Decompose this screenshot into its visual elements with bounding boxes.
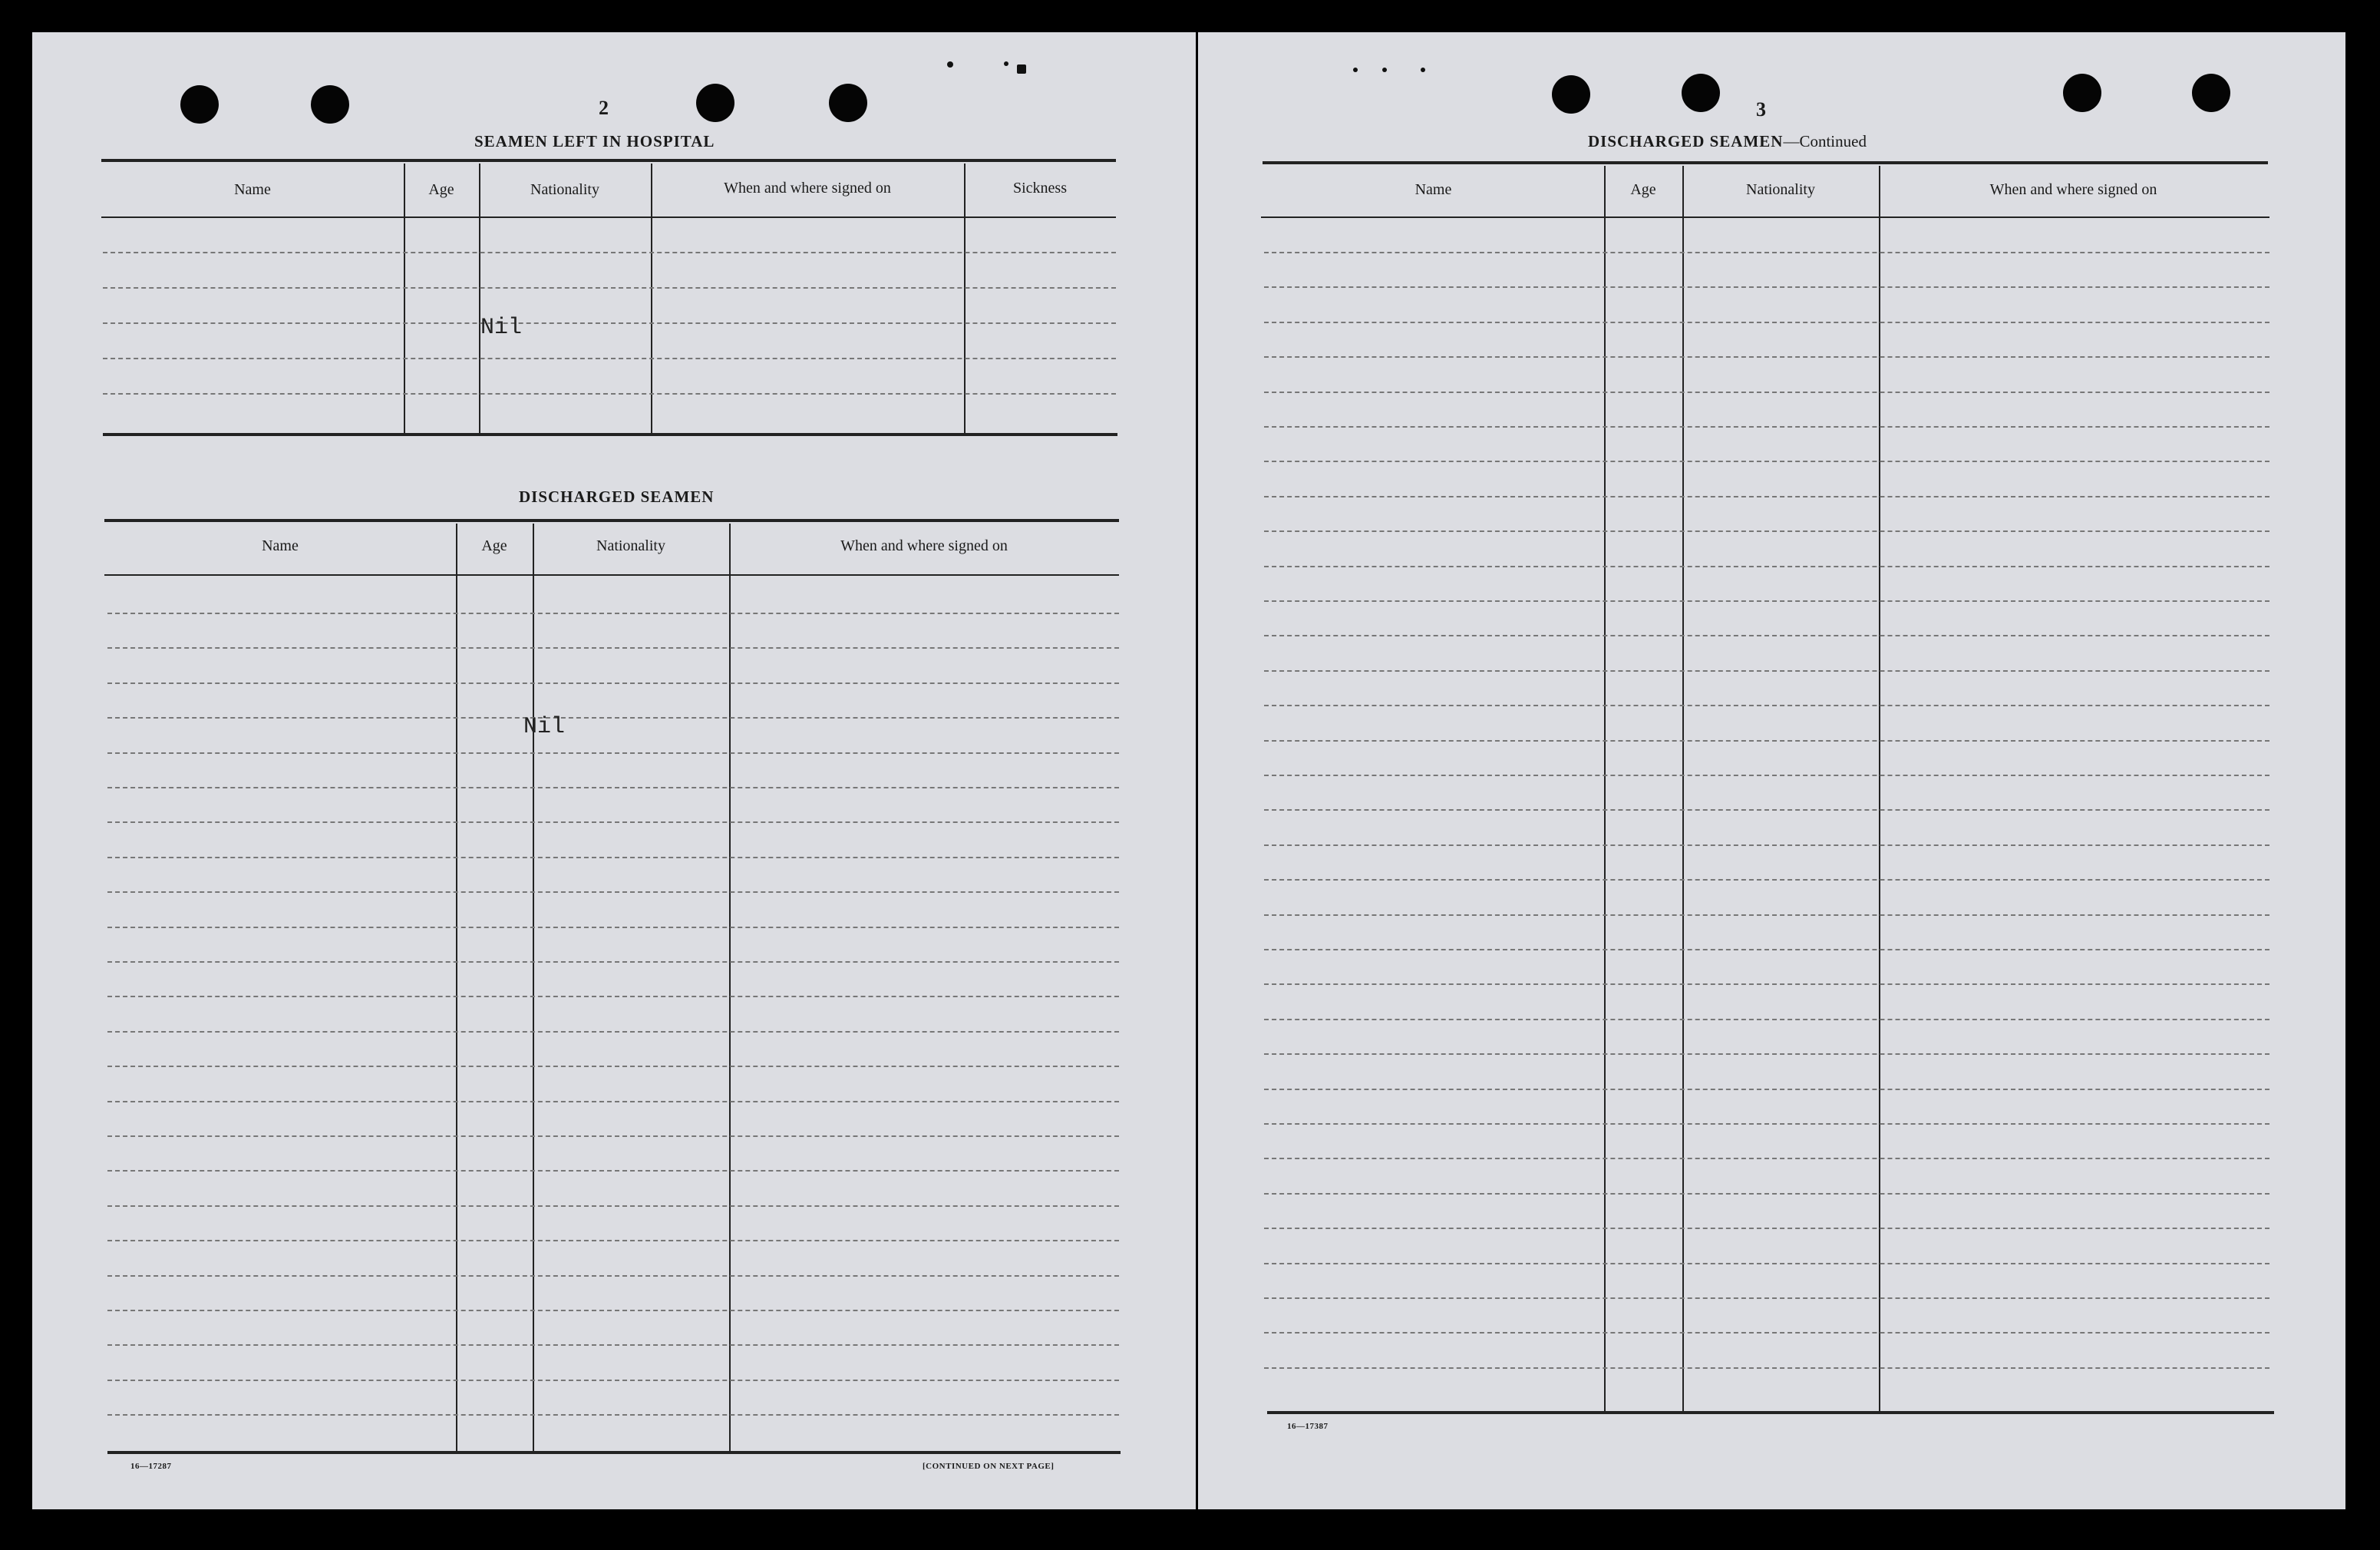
- punch-hole: [696, 84, 734, 122]
- right-bottom-rule: [1267, 1411, 2274, 1414]
- row-line: [1264, 1332, 2269, 1334]
- row-line: [107, 787, 1119, 788]
- discharged-header-age: Age: [481, 537, 507, 554]
- punch-hole: [2063, 74, 2101, 112]
- row-line: [1264, 530, 2269, 532]
- row-line: [107, 682, 1119, 684]
- row-line: [1264, 879, 2269, 881]
- right-header-age: Age: [1630, 181, 1656, 198]
- punch-hole: [1682, 74, 1720, 112]
- discharged-header-name: Name: [262, 537, 299, 554]
- row-line: [1264, 705, 2269, 706]
- hospital-row-line: [103, 322, 1116, 324]
- row-line: [107, 1240, 1119, 1241]
- continued-note: [CONTINUED ON NEXT PAGE]: [923, 1462, 1055, 1471]
- hospital-header-sickness: Sickness: [1013, 180, 1067, 197]
- row-line: [1264, 1019, 2269, 1020]
- row-line: [1264, 496, 2269, 497]
- discharged-top-rule: [104, 519, 1119, 522]
- hospital-nil-entry: Nil: [480, 315, 523, 341]
- row-line: [107, 927, 1119, 928]
- speck: [1353, 68, 1358, 72]
- row-line: [107, 1414, 1119, 1416]
- row-line: [1264, 1123, 2269, 1125]
- form-number: 16—17387: [1287, 1422, 1329, 1431]
- row-line: [1264, 635, 2269, 636]
- hospital-header-name: Name: [234, 181, 271, 198]
- hospital-row-line: [103, 252, 1116, 253]
- hospital-header-nationality: Nationality: [530, 181, 599, 198]
- row-line: [107, 1380, 1119, 1381]
- row-line: [107, 1170, 1119, 1172]
- speck: [1004, 61, 1008, 66]
- row-line: [107, 613, 1119, 614]
- hospital-row-line: [103, 358, 1116, 359]
- row-line: [1264, 1158, 2269, 1159]
- right-header-nationality: Nationality: [1746, 181, 1815, 198]
- speck: [1017, 64, 1026, 74]
- row-line: [107, 1031, 1119, 1033]
- row-line: [1264, 600, 2269, 602]
- form-number: 16—17287: [130, 1462, 172, 1471]
- right-header-signed-on: When and where signed on: [1989, 181, 2157, 198]
- row-line: [1264, 286, 2269, 288]
- hospital-header-age: Age: [428, 181, 454, 198]
- row-line: [107, 1135, 1119, 1137]
- punch-hole: [311, 85, 349, 124]
- row-line: [1264, 844, 2269, 846]
- right-header-name: Name: [1414, 181, 1452, 198]
- row-line: [1264, 809, 2269, 811]
- row-line: [1264, 322, 2269, 323]
- row-line: [1264, 461, 2269, 462]
- row-line: [1264, 252, 2269, 253]
- row-line: [107, 717, 1119, 719]
- hospital-row-line: [103, 287, 1116, 289]
- hospital-row-line: [103, 393, 1116, 395]
- row-line: [107, 1344, 1119, 1346]
- hospital-bottom-rule: [103, 433, 1117, 436]
- row-line: [107, 1205, 1119, 1207]
- row-line: [107, 857, 1119, 858]
- discharged-col-divider: [533, 524, 534, 1451]
- row-line: [1264, 740, 2269, 742]
- row-line: [1264, 1228, 2269, 1229]
- page-number: 2: [599, 97, 609, 119]
- row-line: [1264, 949, 2269, 950]
- row-line: [1264, 775, 2269, 776]
- row-line: [107, 1066, 1119, 1067]
- row-line: [1264, 1297, 2269, 1299]
- discharged-nil-entry: Nil: [523, 714, 566, 740]
- left-page: [32, 32, 1196, 1509]
- row-line: [107, 891, 1119, 893]
- hospital-section-title: SEAMEN LEFT IN HOSPITAL: [474, 132, 715, 150]
- row-line: [107, 1275, 1119, 1277]
- row-line: [1264, 566, 2269, 567]
- right-header-rule: [1261, 216, 2269, 218]
- speck: [1421, 68, 1425, 72]
- punch-hole: [1552, 75, 1590, 114]
- row-line: [1264, 1089, 2269, 1090]
- row-line: [107, 821, 1119, 823]
- discharged-header-nationality: Nationality: [596, 537, 665, 554]
- right-col-divider: [1879, 166, 1880, 1411]
- discharged-bottom-rule: [107, 1451, 1121, 1454]
- row-line: [107, 1101, 1119, 1102]
- hospital-top-rule: [101, 159, 1116, 162]
- row-line: [107, 647, 1119, 649]
- row-line: [1264, 670, 2269, 672]
- discharged-section-title: DISCHARGED SEAMEN: [519, 487, 715, 506]
- title-main: DISCHARGED SEAMEN: [1588, 132, 1784, 150]
- title-continued: —Continued: [1783, 132, 1867, 150]
- speck: [947, 61, 953, 68]
- row-line: [107, 752, 1119, 754]
- row-line: [1264, 426, 2269, 428]
- punch-hole: [180, 85, 219, 124]
- discharged-col-divider: [456, 524, 457, 1451]
- right-col-divider: [1682, 166, 1684, 1411]
- hospital-header-signed-on: When and where signed on: [724, 180, 891, 197]
- row-line: [1264, 356, 2269, 358]
- row-line: [1264, 1193, 2269, 1195]
- discharged-col-divider: [729, 524, 731, 1451]
- right-page: [1198, 32, 2345, 1509]
- discharged-header-rule: [104, 574, 1119, 576]
- row-line: [107, 996, 1119, 997]
- row-line: [1264, 1263, 2269, 1264]
- row-line: [1264, 983, 2269, 985]
- right-col-divider: [1604, 166, 1606, 1411]
- right-top-rule: [1263, 161, 2268, 164]
- row-line: [1264, 1053, 2269, 1055]
- punch-hole: [829, 84, 867, 122]
- row-line: [1264, 914, 2269, 916]
- row-line: [107, 961, 1119, 963]
- row-line: [1264, 1367, 2269, 1369]
- row-line: [1264, 392, 2269, 393]
- speck: [1382, 68, 1387, 72]
- page-number: 3: [1756, 98, 1766, 121]
- row-line: [107, 1310, 1119, 1311]
- discharged-continued-title: [1588, 132, 1867, 151]
- punch-hole: [2192, 74, 2230, 112]
- discharged-header-signed-on: When and where signed on: [840, 537, 1008, 554]
